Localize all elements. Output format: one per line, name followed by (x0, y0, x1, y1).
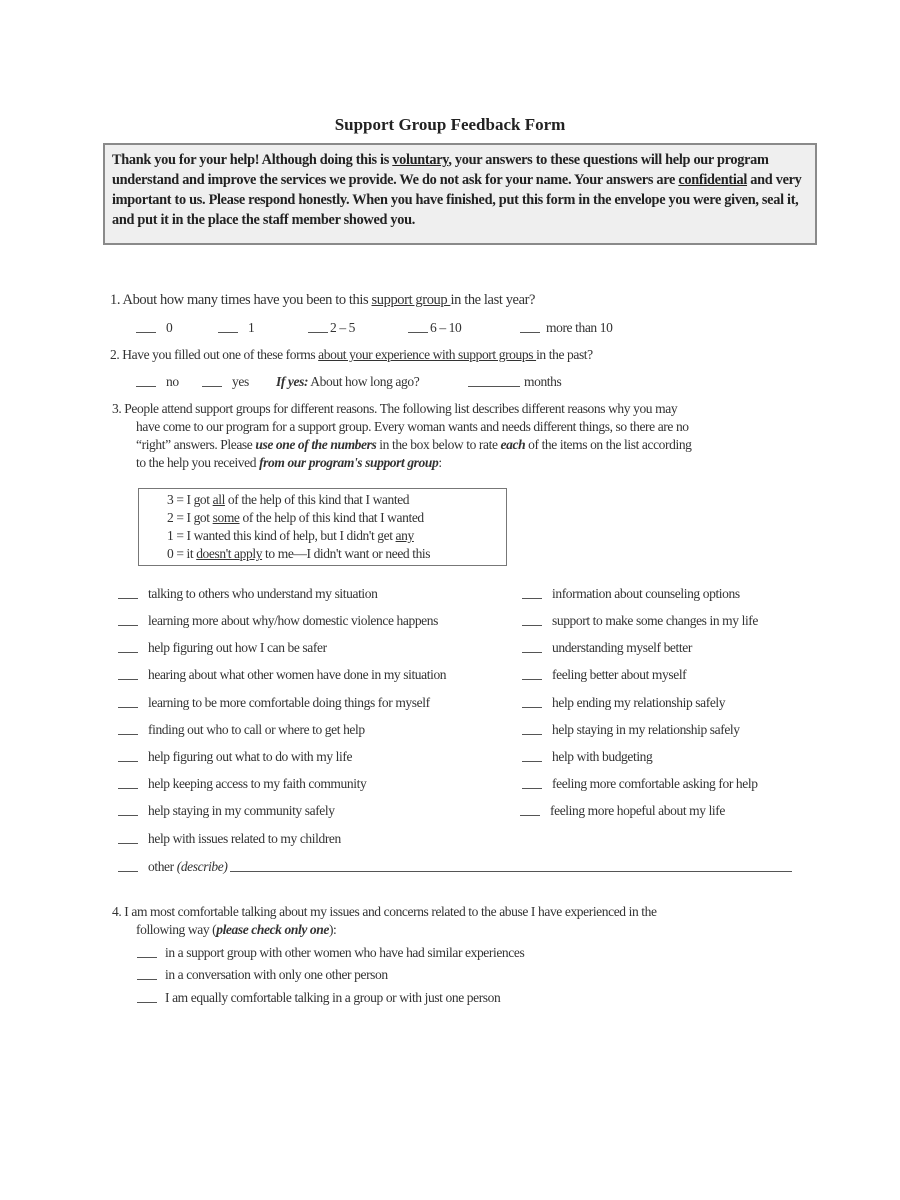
option-label: no (166, 374, 179, 389)
rating-item-label: hearing about what other women have done in my situation (148, 667, 447, 682)
answer-blank[interactable] (136, 377, 156, 387)
rating-blank[interactable] (118, 725, 138, 735)
q2-months-field[interactable] (468, 374, 561, 390)
q4-text-line (136, 922, 336, 938)
rating-item[interactable] (118, 695, 430, 711)
legend-text: 0 = it (167, 546, 197, 561)
rating-blank[interactable] (118, 670, 138, 680)
answer-blank[interactable] (308, 323, 328, 333)
q3-text: “right” answers. Please (136, 437, 256, 452)
legend-row-2 (167, 510, 424, 526)
rating-item[interactable] (522, 613, 758, 629)
describe-label: (describe) (176, 859, 228, 874)
rating-item-label: help with budgeting (552, 749, 653, 764)
rating-item[interactable] (118, 831, 341, 847)
rating-blank[interactable] (522, 670, 542, 680)
rating-item-label: help ending my relationship safely (552, 695, 726, 710)
rating-item-label: help figuring out what to do with my life (148, 749, 353, 764)
legend-underlined: some (212, 510, 240, 525)
intro-confidential: confidential (678, 172, 748, 188)
rating-blank[interactable] (522, 725, 542, 735)
rating-item[interactable] (522, 776, 758, 792)
intro-voluntary: voluntary (392, 152, 449, 168)
option-label: 1 (248, 320, 255, 335)
other-label: other (148, 859, 174, 874)
rating-blank[interactable] (118, 806, 138, 816)
rating-blank[interactable] (118, 589, 138, 599)
question-2 (110, 347, 593, 363)
legend-text: 2 = I got (167, 510, 213, 525)
rating-item-label: finding out who to call or where to get help (148, 722, 365, 737)
rating-item-label: learning to be more comfortable doing things for myself (148, 695, 430, 710)
rating-blank[interactable] (118, 698, 138, 708)
legend-underlined: all (212, 492, 225, 507)
q3-text-line: 3. People attend support groups for different reasons. The following list describes different reasons why you may (112, 401, 678, 416)
rating-item-label: learning more about why/how domestic violence happens (148, 613, 438, 628)
legend-text: of the help of this kind that I wanted (239, 510, 424, 525)
q1-option-0[interactable] (136, 320, 172, 336)
if-yes-label: If yes: (276, 374, 309, 389)
q4-text-line: 4. I am most comfortable talking about my issues and concerns related to the abuse I have experienced in the (112, 904, 657, 919)
rating-item[interactable] (118, 613, 438, 629)
rating-blank[interactable] (118, 834, 138, 844)
q2-option-yes[interactable] (202, 374, 249, 390)
q3-text-line (136, 455, 442, 471)
legend-text: 3 = I got (167, 492, 213, 507)
rating-item-label: information about counseling options (552, 586, 740, 601)
rating-blank[interactable] (118, 643, 138, 653)
answer-blank[interactable] (137, 970, 157, 980)
rating-item[interactable] (522, 722, 740, 738)
q1-option-1[interactable] (218, 320, 254, 336)
rating-blank[interactable] (118, 616, 138, 626)
rating-item[interactable] (520, 803, 725, 819)
option-label: I am equally comfortable talking in a group or with just one person (165, 990, 501, 1005)
rating-item-label: help keeping access to my faith community (148, 776, 367, 791)
rating-item-label: talking to others who understand my situation (148, 586, 378, 601)
q2-underlined: about your experience with support groups (318, 347, 537, 362)
rating-item[interactable] (522, 586, 740, 602)
rating-blank[interactable] (520, 806, 540, 816)
rating-item[interactable] (522, 749, 652, 765)
form-title: Support Group Feedback Form (334, 115, 566, 134)
rating-blank[interactable] (522, 589, 542, 599)
rating-item-label: feeling more hopeful about my life (550, 803, 725, 818)
rating-blank[interactable] (522, 779, 542, 789)
answer-blank[interactable] (136, 323, 156, 333)
answer-blank[interactable] (520, 323, 540, 333)
rating-blank[interactable] (118, 779, 138, 789)
describe-field[interactable] (230, 861, 792, 872)
rating-item-label: feeling better about myself (552, 667, 687, 682)
rating-item-label: help figuring out how I can be safer (148, 640, 327, 655)
q3-text: : (438, 455, 442, 470)
q1-option-2-5[interactable] (308, 320, 355, 336)
option-label: more than 10 (546, 320, 613, 335)
q4-option-group[interactable] (137, 945, 524, 961)
q1-underlined: support group (371, 292, 451, 308)
option-label: in a conversation with only one other person (165, 967, 388, 982)
rating-item[interactable] (118, 776, 366, 792)
q4-emphasis: please check only one (216, 922, 329, 937)
q3-text: of the items on the list according (525, 437, 692, 452)
option-label: in a support group with other women who have had similar experiences (165, 945, 525, 960)
q4-text: ): (328, 922, 337, 937)
rating-blank[interactable] (522, 752, 542, 762)
answer-blank[interactable] (202, 377, 222, 387)
legend-underlined: doesn't apply (196, 546, 263, 561)
rating-blank[interactable] (118, 752, 138, 762)
rating-blank[interactable] (522, 643, 542, 653)
question-1 (110, 292, 535, 309)
q3-text-line: have come to our program for a support group. Every woman wants and needs different things, so there are no (136, 419, 689, 434)
q4-option-equally[interactable] (137, 990, 500, 1006)
q2-text: 2. Have you filled out one of these forms (110, 347, 319, 362)
rating-blank[interactable] (522, 698, 542, 708)
answer-blank[interactable] (137, 993, 157, 1003)
rating-item[interactable] (118, 722, 365, 738)
rating-item-label: help staying in my relationship safely (552, 722, 740, 737)
answer-blank[interactable] (137, 948, 157, 958)
rating-item-label: help staying in my community safely (148, 803, 335, 818)
legend-text: 1 = I wanted this kind of help, but I didn't get (167, 528, 396, 543)
rating-item[interactable] (118, 667, 446, 683)
rating-item-label: feeling more comfortable asking for help (552, 776, 758, 791)
rating-item[interactable] (522, 640, 692, 656)
q3-emphasis: each (500, 437, 526, 452)
q3-emphasis: from our program's support group (259, 455, 439, 470)
rating-item-label: support to make some changes in my life (552, 613, 758, 628)
rating-item[interactable] (118, 749, 352, 765)
legend-row-0 (167, 546, 430, 562)
legend-text: to me—I didn't want or need this (262, 546, 431, 561)
q3-other-item[interactable] (118, 859, 792, 875)
legend-underlined: any (395, 528, 414, 543)
option-label: 6 – 10 (430, 320, 462, 335)
q2-if-yes (276, 374, 419, 390)
rating-item[interactable] (522, 695, 725, 711)
q4-text: following way ( (136, 922, 217, 937)
months-label: months (524, 374, 562, 389)
q2-text: in the past? (536, 347, 593, 362)
rating-blank[interactable] (522, 616, 542, 626)
rating-item-label: help with issues related to my children (148, 831, 341, 846)
intro-text: Thank you for your help! Although doing this is (112, 152, 393, 168)
q3-text-line (136, 437, 692, 453)
rating-item[interactable] (118, 640, 327, 656)
q1-text: in the last year? (450, 292, 536, 308)
q1-text: 1. About how many times have you been to this (110, 292, 372, 308)
rating-item-label: understanding myself better (552, 640, 692, 655)
option-label: 2 – 5 (330, 320, 356, 335)
how-long-label: About how long ago? (310, 374, 420, 389)
legend-row-3 (167, 492, 409, 508)
legend-text: of the help of this kind that I wanted (224, 492, 410, 507)
rating-legend-box (138, 488, 507, 566)
rating-blank[interactable] (118, 862, 138, 872)
answer-blank[interactable] (408, 323, 428, 333)
rating-item[interactable] (118, 803, 335, 819)
intro-box (103, 143, 817, 245)
answer-blank[interactable] (218, 323, 238, 333)
option-label: 0 (166, 320, 173, 335)
legend-row-1 (167, 528, 414, 544)
q3-text: in the box below to rate (376, 437, 501, 452)
q1-option-more-than-10[interactable] (520, 320, 612, 336)
q4-option-one-person[interactable] (137, 967, 388, 983)
q2-option-no[interactable] (136, 374, 179, 390)
q3-emphasis: use one of the numbers (255, 437, 377, 452)
option-label: yes (232, 374, 249, 389)
q3-text: to the help you received (136, 455, 260, 470)
q1-option-6-10[interactable] (408, 320, 461, 336)
intro-text: and very important to us. Please respond honestly. When you have finished, put this form in the envelope you were given, seal it, and put it in the place the staff member showed you. (112, 172, 802, 228)
rating-item[interactable] (118, 586, 377, 602)
months-blank[interactable] (468, 377, 520, 387)
rating-item[interactable] (522, 667, 686, 683)
intro-text: , your answers to these questions will help our program understand and improve the services we provide. We do not ask for your name. Your answers are (112, 152, 769, 188)
